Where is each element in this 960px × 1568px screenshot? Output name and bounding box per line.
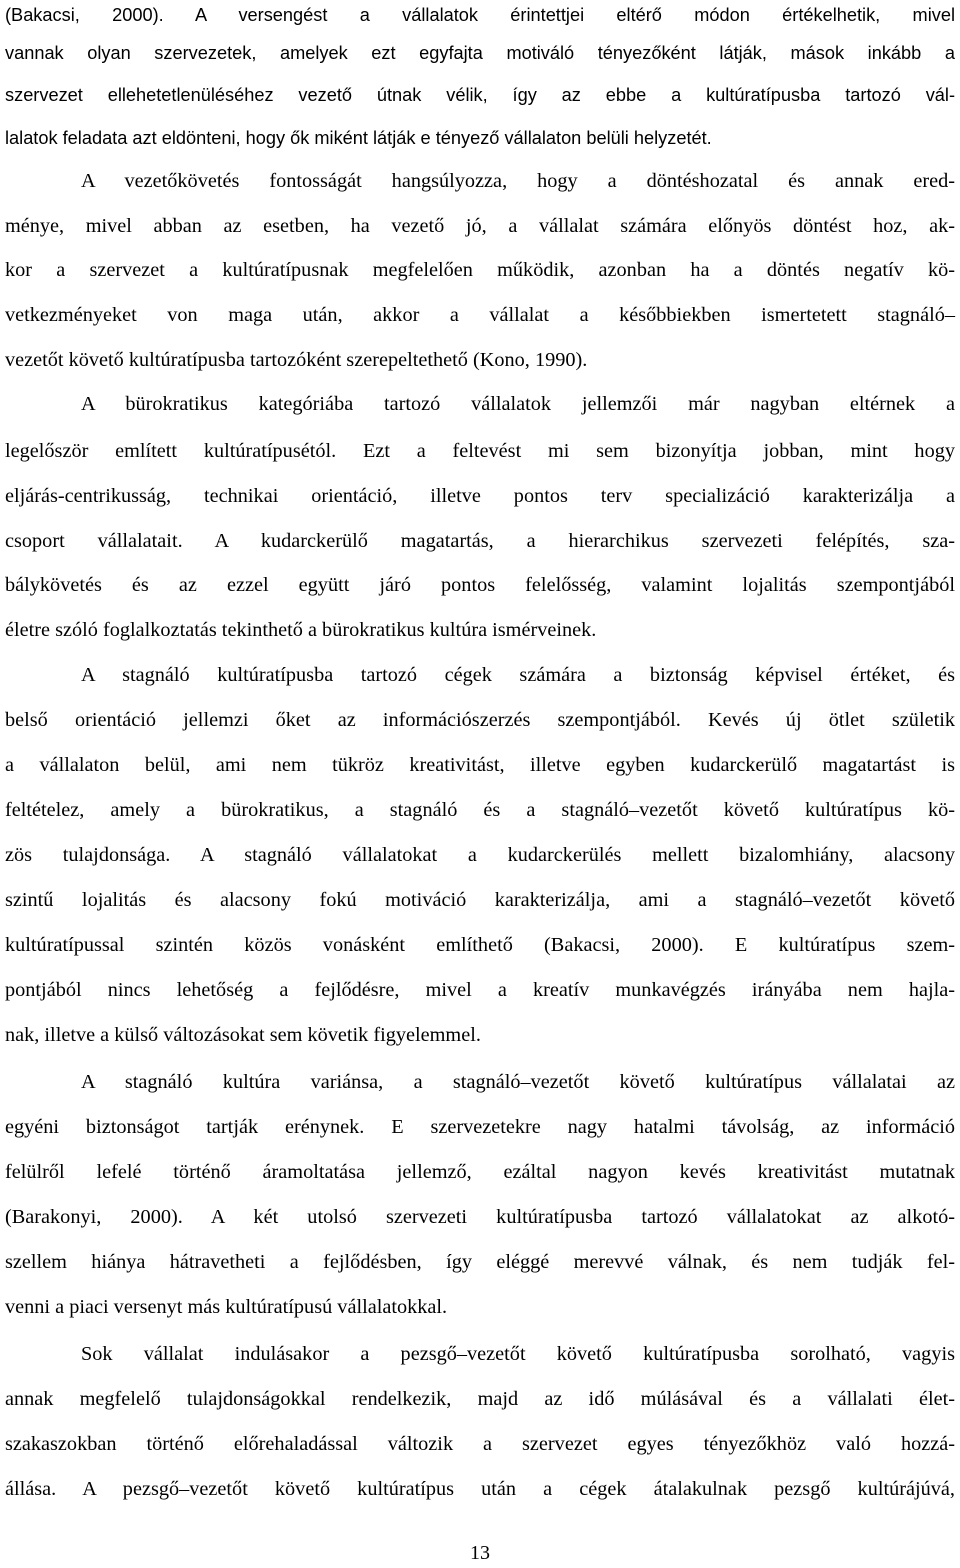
text-line: csoport vállalatait. A kudarckerülő magatartás, a hierarchikus szervezeti felépítés, sza-: [5, 530, 955, 552]
text-line: szellem hiánya hátravetheti a fejlődésben, így eléggé merevvé válnak, és nem tudják fel-: [5, 1251, 955, 1273]
page-number: 13: [470, 1542, 490, 1564]
text-line: szintű lojalitás és alacsony fokú motiváció karakterizálja, ami a stagnáló–vezetőt követő: [5, 889, 955, 911]
text-line: A stagnáló kultúra variánsa, a stagnáló–vezetőt követő kultúratípus vállalatai az: [81, 1071, 955, 1093]
text-line: (Bakacsi, 2000). A versengést a vállalatok érintettjei eltérő módon értékelhetik, mivel: [5, 5, 955, 25]
text-line: pontjából nincs lehetőség a fejlődésre, mivel a kreatív munkavégzés irányába nem hajla-: [5, 979, 955, 1001]
text-line: állása. A pezsgő–vezetőt követő kultúratípus után a cégek átalakulnak pezsgő kultúrájúvá,: [5, 1478, 955, 1500]
text-line: felülről lefelé történő áramoltatása jellemző, ezáltal nagyon kevés kreativitást mutatnak: [5, 1161, 955, 1183]
text-line: ménye, mivel abban az esetben, ha vezető jó, a vállalat számára előnyös döntést hoz, ak-: [5, 215, 955, 237]
text-line: nak, illetve a külső változásokat sem követik figyelemmel.: [5, 1024, 481, 1046]
text-line: a vállalaton belül, ami nem tükröz kreativitást, illetve egyben kudarckerülő magatartást is: [5, 754, 955, 776]
text-line: egyéni biztonságot tartják erénynek. E szervezetekre nagy hatalmi távolság, az információ: [5, 1116, 955, 1138]
text-line: legelőször említett kultúratípusétól. Ezt a feltevést mi sem bizonyítja jobban, mint hogy: [5, 440, 955, 462]
text-line: A vezetőkövetés fontosságát hangsúlyozza, hogy a döntéshozatal és annak ered-: [81, 170, 955, 192]
text-line: lalatok feladata azt eldönteni, hogy ők miként látják e tényező vállalaton belüli helyzetét.: [5, 128, 712, 148]
text-line: feltételez, amely a bürokratikus, a stagnáló és a stagnáló–vezetőt követő kultúratípus kö-: [5, 799, 955, 821]
text-line: vetkezményeket von maga után, akkor a vállalat a későbbiekben ismertetett stagnáló–: [5, 304, 955, 326]
text-line: belső orientáció jellemzi őket az információszerzés szempontjából. Kevés új ötlet születik: [5, 709, 955, 731]
text-line: (Barakonyi, 2000). A két utolsó szervezeti kultúratípusba tartozó vállalatokat az alkotó-: [5, 1206, 955, 1228]
text-line: zös tulajdonsága. A stagnáló vállalatokat a kudarckerülés mellett bizalomhiány, alacsony: [5, 844, 955, 866]
text-line: annak megfelelő tulajdonságokkal rendelkezik, majd az idő múlásával és a vállalati élet-: [5, 1388, 955, 1410]
text-line: életre szóló foglalkoztatás tekinthető a bürokratikus kultúra ismérveinek.: [5, 619, 597, 641]
text-line: kor a szervezet a kultúratípusnak megfelelően működik, azonban ha a döntés negatív kö-: [5, 259, 955, 281]
text-line: szakaszokban történő előrehaladással változik a szervezet egyes tényezőkhöz való hozzá-: [5, 1433, 955, 1455]
text-line: szervezet ellehetetlenüléséhez vezető útnak vélik, így az ebbe a kultúratípusba tartozó vál-: [5, 85, 955, 105]
text-line: vannak olyan szervezetek, amelyek ezt egyfajta motiváló tényezőként látják, mások inkább a: [5, 43, 955, 63]
text-line: A stagnáló kultúratípusba tartozó cégek számára a biztonság képvisel értéket, és: [81, 664, 955, 686]
text-line: A bürokratikus kategóriába tartozó vállalatok jellemzői már nagyban eltérnek a: [81, 393, 955, 415]
text-line: vezetőt követő kultúratípusba tartozóként szerepeltethető (Kono, 1990).: [5, 349, 588, 371]
text-line: kultúratípussal szintén közös vonásként említhető (Bakacsi, 2000). E kultúratípus szem-: [5, 934, 955, 956]
text-line: eljárás-centrikusság, technikai orientáció, illetve pontos terv specializáció karakterizálja a: [5, 485, 955, 507]
text-line: Sok vállalat indulásakor a pezsgő–vezetőt követő kultúratípusba sorolható, vagyis: [81, 1343, 955, 1365]
text-line: bálykövetés és az ezzel együtt járó pontos felelősség, valamint lojalitás szempontjából: [5, 574, 955, 596]
text-line: venni a piaci versenyt más kultúratípusú vállalatokkal.: [5, 1296, 448, 1318]
